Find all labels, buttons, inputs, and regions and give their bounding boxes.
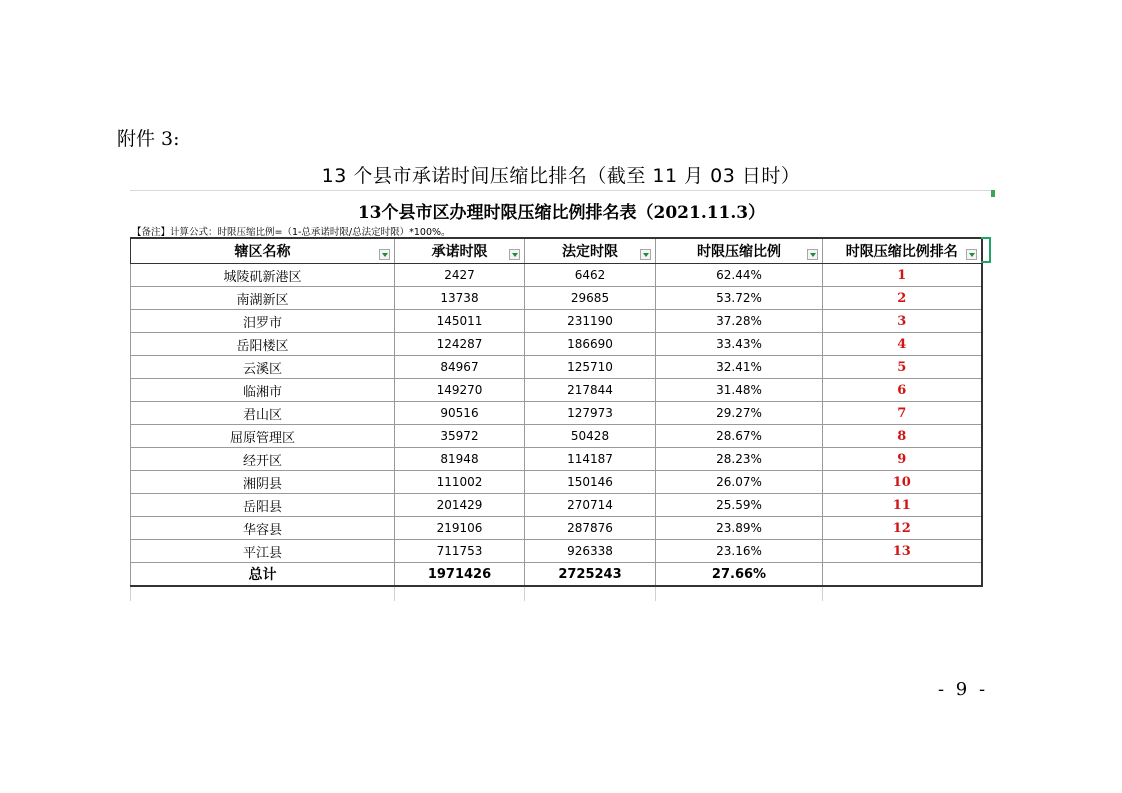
table-row [131,287,982,310]
empty-row [131,586,982,601]
page-number: - 9 - [938,679,989,700]
filter-dropdown-icon[interactable] [379,249,390,260]
table-row [131,356,982,379]
header-row [131,238,982,264]
ratio-cell: 28.23% [656,448,823,471]
table-row [131,264,982,287]
promised-cell: 149270 [395,379,525,402]
district-cell: 经开区 [131,448,395,471]
ratio-cell: 33.43% [656,333,823,356]
legal-cell: 29685 [525,287,656,310]
header-label: 承诺时限 [431,244,488,260]
empty-cell [525,586,656,601]
spreadsheet-image [130,190,993,615]
header-label: 法定时限 [562,244,618,260]
ranking-table [130,237,983,601]
rank-cell: 9 [823,448,982,471]
rank-cell: 5 [823,356,982,379]
table-row [131,402,982,425]
district-cell: 城陵矶新港区 [131,264,395,287]
district-cell: 平江县 [131,540,395,563]
promised-cell: 711753 [395,540,525,563]
promised-cell: 84967 [395,356,525,379]
table-row [131,517,982,540]
header-label: 辖区名称 [234,244,291,260]
district-cell: 华容县 [131,517,395,540]
filter-dropdown-icon[interactable] [966,249,977,260]
ratio-cell: 26.07% [656,471,823,494]
legal-cell: 125710 [525,356,656,379]
formula-note: 【备注】计算公式：时限压缩比例=（1-总承诺时限/总法定时限）*100%。 [132,227,451,238]
promised-cell: 90516 [395,402,525,425]
ratio-cell: 31.48% [656,379,823,402]
legal-cell: 150146 [525,471,656,494]
legal-cell: 287876 [525,517,656,540]
ratio-cell: 53.72% [656,287,823,310]
empty-cell [131,586,395,601]
legal-cell: 114187 [525,448,656,471]
district-cell: 屈原管理区 [131,425,395,448]
header-district[interactable] [131,238,395,264]
rank-cell: 7 [823,402,982,425]
promised-cell: 81948 [395,448,525,471]
total-rank-empty [823,563,982,587]
legal-cell: 270714 [525,494,656,517]
rank-cell: 3 [823,310,982,333]
district-cell: 君山区 [131,402,395,425]
legal-cell: 186690 [525,333,656,356]
header-rank[interactable] [823,238,982,264]
total-ratio: 27.66% [656,563,823,587]
promised-cell: 2427 [395,264,525,287]
ratio-cell: 62.44% [656,264,823,287]
legal-cell: 926338 [525,540,656,563]
filter-dropdown-icon[interactable] [640,249,651,260]
ratio-cell: 23.89% [656,517,823,540]
total-promised: 1971426 [395,563,525,587]
rank-cell: 10 [823,471,982,494]
rank-cell: 11 [823,494,982,517]
district-cell: 南湖新区 [131,287,395,310]
cell-selection-outline [981,237,991,263]
sheet-top-border [130,190,993,191]
ratio-cell: 37.28% [656,310,823,333]
promised-cell: 35972 [395,425,525,448]
promised-cell: 145011 [395,310,525,333]
header-promised[interactable] [395,238,525,264]
table-row [131,310,982,333]
filter-dropdown-icon[interactable] [807,249,818,260]
table-row [131,379,982,402]
total-label: 总计 [131,563,395,587]
sheet-title: 13个县市区办理时限压缩比例排名表（2021.11.3） [357,203,766,223]
legal-cell: 50428 [525,425,656,448]
total-row [131,563,982,587]
ratio-cell: 23.16% [656,540,823,563]
rank-cell: 4 [823,333,982,356]
header-label: 时限压缩比例排名 [845,244,958,260]
rank-cell: 2 [823,287,982,310]
header-label: 时限压缩比例 [697,244,781,260]
table-row [131,494,982,517]
selection-marker [991,190,995,197]
header-legal[interactable] [525,238,656,264]
promised-cell: 219106 [395,517,525,540]
empty-cell [395,586,525,601]
ratio-cell: 32.41% [656,356,823,379]
table-row [131,471,982,494]
district-cell: 岳阳楼区 [131,333,395,356]
attachment-label: 附件 3: [117,128,180,150]
district-cell: 湘阴县 [131,471,395,494]
promised-cell: 13738 [395,287,525,310]
promised-cell: 111002 [395,471,525,494]
rank-cell: 8 [823,425,982,448]
rank-cell: 6 [823,379,982,402]
rank-cell: 12 [823,517,982,540]
table-row [131,540,982,563]
district-cell: 汨罗市 [131,310,395,333]
ratio-cell: 28.67% [656,425,823,448]
rank-cell: 1 [823,264,982,287]
ratio-cell: 25.59% [656,494,823,517]
table-row [131,333,982,356]
legal-cell: 217844 [525,379,656,402]
promised-cell: 124287 [395,333,525,356]
filter-dropdown-icon[interactable] [509,249,520,260]
legal-cell: 231190 [525,310,656,333]
legal-cell: 6462 [525,264,656,287]
promised-cell: 201429 [395,494,525,517]
district-cell: 临湘市 [131,379,395,402]
document-title: 13 个县市承诺时间压缩比排名（截至 11 月 03 日时） [321,165,801,187]
empty-cell [656,586,823,601]
total-legal: 2725243 [525,563,656,587]
header-ratio[interactable] [656,238,823,264]
table-row [131,425,982,448]
district-cell: 云溪区 [131,356,395,379]
table-row [131,448,982,471]
district-cell: 岳阳县 [131,494,395,517]
legal-cell: 127973 [525,402,656,425]
empty-cell [823,586,982,601]
ratio-cell: 29.27% [656,402,823,425]
rank-cell: 13 [823,540,982,563]
